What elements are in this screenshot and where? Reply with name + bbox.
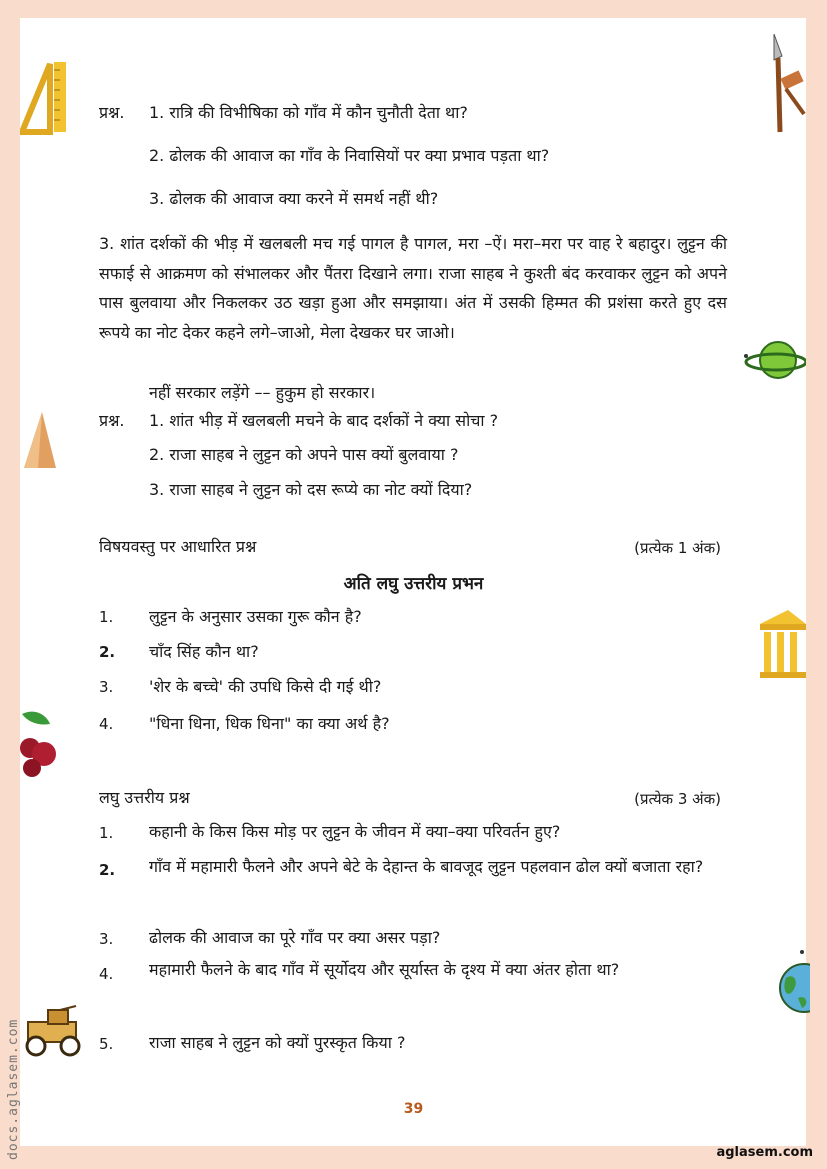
- s2-q4-number: 4.: [99, 965, 114, 983]
- s1-q3-number: 3.: [99, 678, 114, 696]
- s2-q2-number: 2.: [99, 861, 116, 879]
- q2-item-1: 1. शांत भीड़ में खलबली मचने के बाद दर्शकों ने क्या सोचा ?: [149, 411, 499, 430]
- fruit-icon: [20, 708, 60, 778]
- q1-item-1: 1. रात्रि की विभीषिका को गाँव में कौन चुनौती देता था?: [149, 103, 468, 122]
- s2-q1-number: 1.: [99, 824, 114, 842]
- s1-q2-number: 2.: [99, 643, 116, 661]
- q1-item-2: 2. ढोलक की आवाज का गाँव के निवासियों पर क्या प्रभाव पड़ता था?: [149, 146, 550, 165]
- q2-item-3: 3. राजा साहब ने लुट्टन को दस रूप्ये का नोट क्यों दिया?: [149, 480, 473, 499]
- s1-q1-number: 1.: [99, 608, 114, 626]
- globe-icon: [776, 948, 810, 1018]
- s1-q4-text: "धिना धिना, धिक धिना" का क्या अर्थ है?: [149, 714, 390, 733]
- s2-q2-text: गाँव में महामारी फैलने और अपने बेटे के देहान्त के बावजूद लुट्टन पहलवान ढोल क्यों बजाता रहा?: [149, 857, 704, 876]
- passage-3-reply: नहीं सरकार लड़ेंगे –– हुकुम हो सरकार।: [149, 383, 376, 402]
- q2-item-2: 2. राजा साहब ने लुट्टन को अपने पास क्यों बुलवाया ?: [149, 445, 459, 464]
- site-footer: aglasem.com: [716, 1145, 813, 1160]
- s1-q1-text: लुट्टन के अनुसार उसका गुरू कौन है?: [149, 607, 362, 626]
- s2-q3-number: 3.: [99, 930, 114, 948]
- antique-car-icon: [20, 1004, 88, 1058]
- page-number: 39: [403, 1101, 424, 1117]
- temple-pillars-icon: [758, 608, 808, 680]
- passage-3: 3. शांत दर्शकों की भीड़ में खलबली मच गई पागल है पागल, मरा –ऐं। मरा–मरा पर वाह रे बहादुर। लुट्टन की सफाई से आक्रमण को संभालकर और पैंतरा दिखाने लगा। राजा साहब ने कुश्ती बंद करवाकर लुट्टन को अपने पास बुलवाया और निकलकर उठ खड़ा हुआ और समझाया। अंत में उसकी हिम्मत की प्रशंसा करते हुए दस रूपये का नोट देकर कहने लगे–जाओ, मेला देखकर घर जाओ।: [99, 234, 727, 342]
- section-2-title: लघु उत्तरीय प्रश्न: [99, 788, 190, 807]
- q1-prefix: प्रश्न.: [99, 103, 125, 122]
- section-1-subheading: अति लघु उत्तरीय प्रभन: [343, 574, 484, 594]
- pyramid-icon: [20, 410, 58, 470]
- s1-q2-text: चाँद सिंह कौन था?: [149, 642, 259, 661]
- s2-q4-text: महामारी फैलने के बाद गाँव में सूर्योदय और सूर्यास्त के दृश्य में क्या अंतर होता था?: [149, 960, 620, 979]
- planet-icon: [742, 336, 806, 384]
- s1-q4-number: 4.: [99, 715, 114, 733]
- section-1-marks: (प्रत्येक 1 अंक): [634, 539, 721, 557]
- s2-q1-text: कहानी के किस किस मोड़ पर लुट्टन के जीवन में क्या–क्या परिवर्तन हुए?: [149, 822, 561, 841]
- side-watermark: docs.aglasem.com: [6, 1018, 21, 1160]
- section-1-title: विषयवस्तु पर आधारित प्रश्न: [99, 537, 257, 556]
- section-2-marks: (प्रत्येक 3 अंक): [634, 790, 721, 808]
- s2-q5-text: राजा साहब ने लुट्टन को क्यों पुरस्कृत किया ?: [149, 1033, 406, 1052]
- s1-q3-text: 'शेर के बच्चे' की उपधि किसे दी गई थी?: [149, 677, 382, 696]
- s2-q3-text: ढोलक की आवाज का पूरे गाँव पर क्या असर पड़ा?: [149, 928, 441, 947]
- ruler-triangle-icon: [20, 60, 68, 135]
- q2-prefix: प्रश्न.: [99, 411, 125, 430]
- spear-tools-icon: [766, 34, 810, 134]
- s2-q5-number: 5.: [99, 1035, 114, 1053]
- q1-item-3: 3. ढोलक की आवाज क्या करने में समर्थ नहीं थी?: [149, 189, 439, 208]
